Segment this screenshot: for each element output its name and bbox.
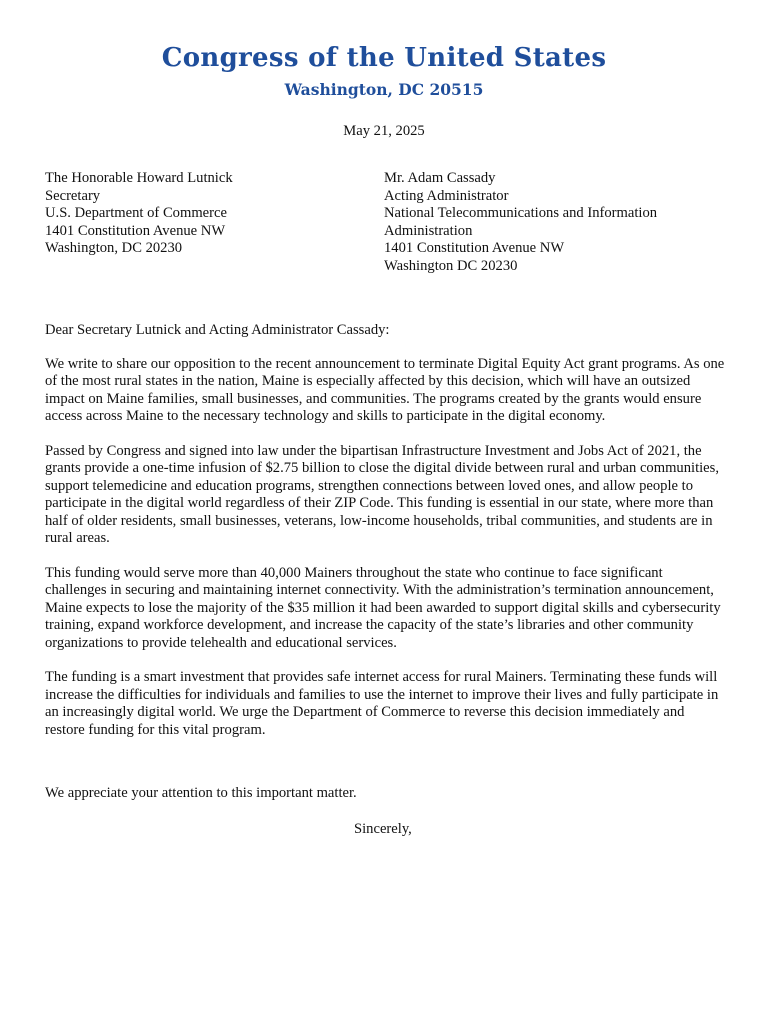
closing-line: We appreciate your attention to this important matter. bbox=[45, 785, 357, 801]
salutation: Dear Secretary Lutnick and Acting Administrator Cassady: bbox=[45, 322, 390, 338]
letterhead-title: Congress of the United States bbox=[161, 43, 607, 73]
address-line: Washington, DC 20230 bbox=[45, 240, 183, 256]
address-line: National Telecommunications and Information bbox=[384, 205, 658, 221]
letter-date: May 21, 2025 bbox=[343, 123, 425, 139]
body-paragraph: Passed by Congress and signed into law under the bipartisan Infrastructure Investment and Jobs Act of 2021, the grants provide a one-time infusion of $2.75 billion to close the digital divide between rural and urban communities, support telemedicine and education programs, strengthen connections between loved ones, and allow people to participate in the digital world regardless of their ZIP Code. This funding is essential in our state, where more than half of older residents, small businesses, veterans, low-income households, tribal communities, and students are in rural areas. bbox=[45, 442, 719, 546]
address-line: Acting Administrator bbox=[384, 187, 509, 204]
recipient-address-right bbox=[384, 170, 657, 275]
signoff: Sincerely, bbox=[354, 821, 412, 837]
address-line: Washington DC 20230 bbox=[384, 257, 518, 274]
address-line: 1401 Constitution Avenue NW bbox=[384, 240, 565, 256]
letterhead-subtitle: Washington, DC 20515 bbox=[284, 80, 484, 99]
address-line: Administration bbox=[384, 222, 473, 239]
address-line: The Honorable Howard Lutnick bbox=[45, 170, 233, 186]
letter-body bbox=[45, 322, 725, 756]
body-paragraph: This funding would serve more than 40,000 Mainers throughout the state who continue to face significant challenges in securing and maintaining internet connectivity. With the administration’s termination announcement, Maine expects to lose the majority of the $35 million it had been awarded to support digital skills and cybersecurity training, expand workforce development, and increase the capacity of the state’s libraries and other community organizations to provide telehealth and educational services. bbox=[45, 564, 721, 651]
address-line: Mr. Adam Cassady bbox=[384, 170, 496, 186]
recipient-address-left bbox=[45, 170, 233, 258]
address-line: U.S. Department of Commerce bbox=[45, 205, 227, 221]
letterhead bbox=[0, 40, 768, 101]
body-paragraph: We write to share our opposition to the recent announcement to terminate Digital Equity Act grant programs. As one of the most rural states in the nation, Maine is especially affected by this decision, which will have an outsized impact on Maine families, small businesses, and communities. The programs created by the grants would ensure access across Maine to the necessary technology and skills to participate in the digital economy. bbox=[45, 355, 725, 424]
address-line: Secretary bbox=[45, 187, 101, 204]
body-paragraph: The funding is a smart investment that provides safe internet access for rural Mainers. Terminating these funds will increase the difficulties for individuals and families to use the internet to improve their lives and fully participate in an increasingly digital world. We urge the Department of Commerce to reverse this decision immediately and restore funding for this vital program. bbox=[45, 669, 719, 738]
address-line: 1401 Constitution Avenue NW bbox=[45, 222, 226, 239]
